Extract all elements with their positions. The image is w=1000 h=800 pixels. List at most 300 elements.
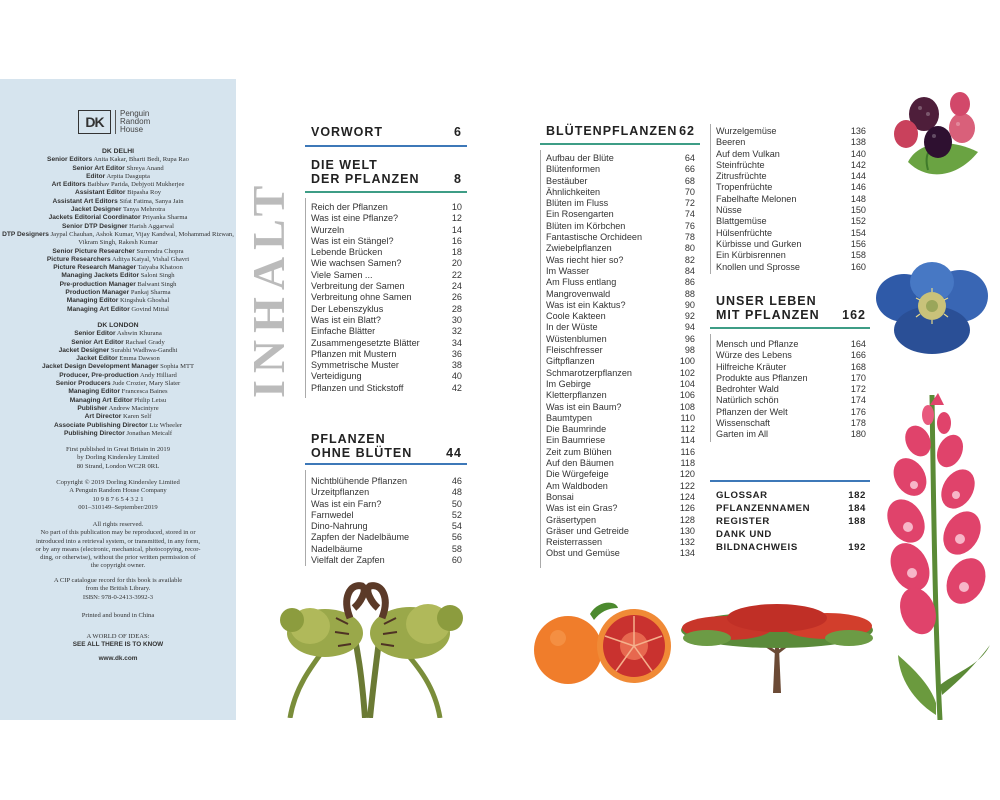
toc-entry-page: 148 [850, 193, 866, 204]
toc-entry-page: 140 [850, 148, 866, 159]
toc-entry-page: 38 [451, 360, 462, 371]
toc-entry-title: Was ist ein Gras? [546, 503, 618, 514]
toc-entry-page: 144 [850, 171, 866, 182]
imprint-line: A Penguin Random House Company [69, 487, 167, 495]
toc-entry[interactable] [546, 255, 695, 266]
toc-entry[interactable] [716, 395, 866, 406]
imprint-line: from the British Library. [85, 585, 151, 593]
toc-entry-page: 50 [451, 498, 462, 509]
toc-entry-title: Viele Samen ... [311, 269, 373, 280]
imprint-line: ISBN: 978-0-2413-3992-3 [82, 593, 154, 601]
toc-entry[interactable] [546, 515, 695, 526]
credit-line: Pre-production Manager Balwant Singh [59, 280, 177, 288]
toc-entry[interactable] [546, 334, 695, 345]
imprint-line: No part of this publication may be reproduced, stored in or [40, 529, 196, 537]
fern-fronds-image [250, 578, 480, 718]
toc-entry-title: Wurzelgemüse [716, 126, 777, 136]
toc-entry-page: 40 [451, 371, 462, 382]
toc-entry[interactable] [716, 239, 866, 250]
toc-entry[interactable] [546, 390, 695, 401]
toc-entry-title: Hülsenfrüchte [716, 227, 773, 238]
toc-entry-title: Bestäuber [546, 175, 588, 186]
toc-entry-page: 132 [679, 537, 695, 548]
toc-entry-page: 74 [684, 209, 695, 220]
toc-entry-title: Blütenformen [546, 164, 601, 175]
toc-entry-title: Einfache Blätter [311, 326, 376, 337]
toc-entry-title: Aufbau der Blüte [546, 153, 614, 163]
credits-heading: DK DELHI [101, 148, 135, 155]
imprint-line: ding, or otherwise), without the prior written permission of [40, 554, 196, 562]
toc-entry-page: 34 [451, 337, 462, 348]
toc-entry[interactable] [311, 487, 462, 498]
toc-entry-page: 82 [684, 254, 695, 265]
toc-entry[interactable] [546, 153, 695, 164]
list-bracket [710, 124, 711, 274]
toc-entry-page: 128 [679, 514, 695, 525]
toc-entry[interactable] [311, 510, 462, 521]
toc-entry[interactable] [716, 149, 866, 160]
toc-entry-page: 94 [684, 322, 695, 333]
imprint-line: introduced into a retrieval system, or transmitted, in any form, [35, 537, 201, 545]
toc-entry-title: Reich der Pflanzen [311, 202, 388, 212]
imprint-line: 80 Strand, London WC2R 0RL [76, 462, 160, 470]
credit-line: Senior Producers Jude Crozier, Mary Slater [55, 380, 181, 388]
toc-entry-title: Bonsai [546, 491, 574, 502]
toc-entry[interactable] [546, 492, 695, 503]
toc-entry[interactable] [716, 489, 866, 502]
toc-entry-title: Pflanzen der Welt [716, 406, 788, 417]
credit-line: Senior Art Editor Shreya Anand [72, 164, 164, 172]
toc-entry-title: Schmarotzerpflanzen [546, 367, 632, 378]
publisher-wordmark: Penguin Random House [120, 109, 151, 134]
toc-entry-title: Bedrohter Wald [716, 384, 779, 395]
toc-entry-page: 150 [850, 205, 866, 216]
toc-entry-title: Was ist ein Blatt? [311, 314, 381, 325]
toc-entry-title: Knollen und Sprosse [716, 261, 800, 272]
credit-line: Picture Researchers Aditya Katyal, Vishal Ghavri [46, 255, 190, 263]
credit-line: Editor Arpita Dasgupta [86, 172, 150, 180]
mulberries-image [888, 82, 988, 192]
credits-heading: DK LONDON [97, 322, 139, 329]
credit-line: DTP Designers Jaypal Chauhan, Ashok Kumar, Vijay Kandwal, Mohammad Rizwan, Vikram Singh, Rakesh Kumar [2, 230, 234, 247]
toc-entry-page: 26 [451, 292, 462, 303]
toc-entry-page: 98 [684, 345, 695, 356]
toc-entry-title: Wissenschaft [716, 418, 771, 429]
toc-entry-page: 42 [451, 382, 462, 393]
toc-entry[interactable] [716, 502, 866, 515]
toc-entry[interactable] [546, 266, 695, 277]
credit-line: Associate Publishing Director Liz Wheeler [53, 421, 183, 429]
toc-entry-title: Kürbisse und Gurken [716, 238, 802, 249]
toc-entry[interactable] [311, 247, 462, 258]
credit-line: Jacket Design Development Manager Sophia MTT [41, 363, 195, 371]
toc-entry[interactable] [716, 250, 866, 261]
credit-line: Jacket Editor Emma Dawson [76, 355, 160, 363]
toc-entry[interactable] [716, 407, 866, 418]
credit-line: Jacket Designer Tanya Mehrotra [70, 206, 166, 214]
toc-list-bluetenpflanzen [546, 153, 695, 560]
credit-line: Jackets Editorial Coordinator Priyanka Sharma [48, 214, 188, 222]
credit-line: Senior Editors Anita Kakar, Bharti Bedi, Rupa Rao [47, 156, 189, 164]
credit-line: Senior DTP Designer Harish Aggarwal [62, 222, 174, 230]
toc-entry-title: Fantastische Orchideen [546, 232, 643, 243]
toc-list-welt [311, 202, 462, 394]
toc-entry-title: Was ist ein Farn? [311, 498, 382, 509]
toc-entry-title: Blüten im Körbchen [546, 220, 626, 231]
toc-entry[interactable] [311, 521, 462, 532]
toc-entry[interactable] [546, 289, 695, 300]
toc-entry-page: 100 [679, 356, 695, 367]
toc-entry[interactable] [546, 356, 695, 367]
toc-entry-title: GLOSSAR [716, 490, 768, 501]
imprint-line: First published in Great Britain in 2019 [65, 446, 171, 453]
toc-entry-title: BILDNACHWEIS [716, 542, 798, 553]
toc-entry-title: DANK UND [716, 529, 772, 540]
toc-entry-page: 88 [684, 288, 695, 299]
toc-entry-page: 110 [680, 412, 695, 423]
credit-line: Senior Art Editor Rachael Grady [71, 338, 165, 346]
toc-entry-title: Pflanzen und Stickstoff [311, 382, 404, 393]
toc-entry-page: 18 [451, 247, 462, 258]
imprint-line: 10 9 8 7 6 5 4 3 2 1 [92, 495, 144, 503]
toc-entry[interactable] [716, 418, 866, 429]
toc-entry[interactable] [716, 137, 866, 148]
imprint-line: the copyright owner. [90, 562, 146, 570]
toc-entry-title: Garten im All [716, 429, 769, 440]
rights-notice [0, 521, 236, 571]
toc-entry-page: 20 [451, 258, 462, 269]
section-rule [305, 463, 467, 465]
toc-entry[interactable] [546, 368, 695, 379]
toc-entry-title: Mangrovenwald [546, 288, 611, 299]
toc-list-ohne-blueten [311, 476, 462, 566]
toc-entry-title: Steinfrüchte [716, 159, 765, 170]
toc-entry[interactable] [311, 281, 462, 292]
toc-entry-page: 158 [850, 250, 866, 261]
toc-entry[interactable] [716, 216, 866, 227]
toc-entry-page: 178 [850, 418, 866, 429]
toc-entry[interactable] [716, 541, 866, 554]
toc-entry-page: 14 [451, 224, 462, 235]
toc-entry-page: 126 [679, 503, 695, 514]
toc-entry-title: Blattgemüse [716, 216, 767, 227]
credit-line: Picture Research Manager Taiyaba Khatoon [53, 264, 183, 272]
toc-entry-page: 12 [451, 213, 462, 224]
blue-poppy-image [874, 260, 990, 360]
toc-entry-title: Am Waldboden [546, 480, 608, 491]
toc-entry[interactable] [546, 221, 695, 232]
toc-entry[interactable] [546, 548, 695, 559]
toc-entry-title: Verbreitung der Samen [311, 281, 405, 292]
toc-entry[interactable] [716, 262, 866, 273]
toc-entry[interactable] [546, 345, 695, 356]
toc-entry-title: Zitrusfrüchte [716, 171, 767, 182]
credit-line: Managing Art Editor Govind Mittal [67, 305, 169, 313]
toc-entry[interactable] [716, 126, 866, 137]
toc-entry-page: 46 [451, 476, 462, 486]
toc-entry[interactable] [546, 402, 695, 413]
toc-entry-title: Verbreitung ohne Samen [311, 292, 412, 303]
toc-entry-page: 104 [679, 378, 695, 389]
toc-entry[interactable] [546, 311, 695, 322]
toc-entry-title: Dino-Nahrung [311, 521, 368, 532]
section-rule [710, 327, 870, 329]
toc-list-obst [716, 126, 866, 273]
toc-entry-page: 130 [679, 525, 695, 536]
toc-entry-page: 124 [679, 491, 695, 502]
imprint-line: All rights reserved. [92, 521, 144, 528]
toc-heading-ohne-blueten[interactable]: PFLANZEN OHNE BLÜTEN 44 [311, 432, 462, 460]
toc-entry[interactable] [546, 209, 695, 220]
toc-entry[interactable] [546, 243, 695, 254]
toc-entry[interactable] [311, 349, 462, 360]
toc-entry-title: Nadelbäume [311, 543, 363, 554]
toc-entry[interactable] [311, 292, 462, 303]
toc-entry[interactable] [546, 277, 695, 288]
toc-entry[interactable] [716, 182, 866, 193]
toc-entry-page: 30 [451, 314, 462, 325]
toc-entry-page: 182 [848, 490, 866, 501]
toc-entry-page: 152 [850, 216, 866, 227]
credits-delhi [0, 148, 236, 314]
printed-in: Printed and bound in China [81, 612, 155, 619]
toc-entry-page: 160 [850, 261, 866, 272]
toc-entry-page: 84 [684, 265, 695, 276]
page-title: INHALT [243, 178, 294, 398]
toc-entry-page: 72 [684, 198, 695, 209]
credit-line: Producer, Pre-production Andy Hilliard [59, 371, 177, 379]
toc-entry-page: 64 [684, 153, 695, 163]
toc-entry[interactable] [311, 360, 462, 371]
toc-entry[interactable] [716, 194, 866, 205]
toc-entry[interactable] [311, 532, 462, 543]
toc-entry-page: 170 [850, 372, 866, 383]
toc-entry-title: Wurzeln [311, 224, 345, 235]
toc-entry[interactable] [546, 413, 695, 424]
toc-entry-title: Mensch und Pflanze [716, 339, 799, 349]
toc-entry[interactable] [546, 187, 695, 198]
credit-line: Production Manager Pankaj Sharma [65, 289, 171, 297]
toc-entry[interactable] [716, 384, 866, 395]
toc-entry-title: Gräser und Getreide [546, 525, 629, 536]
toc-entry-title: Urzeitpflanzen [311, 487, 370, 498]
toc-entry-title: Im Gebirge [546, 378, 591, 389]
toc-entry[interactable] [546, 447, 695, 458]
toc-entry-title: Ein Kürbisrennen [716, 250, 786, 261]
toc-entry-page: 180 [850, 429, 866, 440]
toc-entry[interactable] [716, 373, 866, 384]
toc-entry[interactable] [716, 171, 866, 182]
toc-entry[interactable] [546, 458, 695, 469]
toc-entry-page: 164 [850, 339, 866, 349]
toc-list-leben [716, 339, 866, 441]
toc-entry[interactable] [311, 326, 462, 337]
toc-entry-title: Die Baumrinde [546, 424, 607, 435]
toc-entry-page: 156 [850, 238, 866, 249]
imprint-line: or by any means (electronic, mechanical, photocopying, recor- [35, 545, 201, 553]
toc-entry-page: 184 [848, 503, 866, 514]
toc-entry-page: 120 [679, 469, 695, 480]
website-link[interactable]: www.dk.com [98, 655, 138, 662]
toc-entry-title: Die Würgefeige [546, 469, 609, 480]
toc-entry-page: 60 [451, 555, 462, 566]
toc-entry-title: Fabelhafte Melonen [716, 193, 797, 204]
toc-entry[interactable] [716, 205, 866, 216]
toc-entry-title: Kletterpflanzen [546, 390, 607, 401]
imprint-line: 001–310149–September/2019 [78, 503, 158, 511]
toc-entry[interactable] [311, 371, 462, 382]
toc-entry-page: 154 [850, 227, 866, 238]
toc-entry-title: PFLANZENNAMEN [716, 503, 811, 514]
toc-entry[interactable] [311, 544, 462, 555]
toc-entry[interactable] [311, 202, 462, 213]
toc-entry-page: 28 [451, 303, 462, 314]
toc-entry[interactable] [716, 339, 866, 350]
toc-entry[interactable] [716, 429, 866, 440]
toc-entry-page: 166 [850, 350, 866, 361]
toc-entry[interactable] [311, 236, 462, 247]
toc-entry-title: Farnwedel [311, 509, 354, 520]
toc-entry-title: Was ist ein Baum? [546, 401, 622, 412]
toc-entry-page: 138 [850, 137, 866, 148]
toc-entry-page: 146 [850, 182, 866, 193]
toc-entry-page: 134 [679, 548, 695, 559]
toc-entry-title: Nüsse [716, 205, 742, 216]
toc-entry-title: Ein Rosengarten [546, 209, 614, 220]
toc-entry-title: Produkte aus Pflanzen [716, 372, 808, 383]
toc-entry-page [860, 528, 866, 541]
toc-entry-title: Pflanzen mit Mustern [311, 348, 397, 359]
toc-entry-title: Am Fluss entlang [546, 277, 617, 288]
toc-entry-page: 172 [850, 384, 866, 395]
toc-entry[interactable] [311, 555, 462, 566]
toc-entry[interactable] [311, 338, 462, 349]
toc-entry-page: 78 [684, 232, 695, 243]
foxglove-image [870, 385, 1000, 720]
toc-entry-title: Baumtypen [546, 412, 593, 423]
toc-entry-page: 92 [684, 311, 695, 322]
toc-entry[interactable] [716, 515, 866, 528]
toc-entry[interactable] [716, 228, 866, 239]
copyright-notice [0, 479, 236, 512]
toc-entry-title: Tropenfrüchte [716, 182, 773, 193]
toc-entry[interactable] [311, 499, 462, 510]
toc-entry[interactable] [546, 322, 695, 333]
credit-line: Managing Jackets Editor Saloni Singh [61, 272, 175, 280]
toc-entry-title: Zeit zum Blühen [546, 446, 612, 457]
toc-entry-title: Im Wasser [546, 265, 590, 276]
toc-entry-page: 56 [451, 532, 462, 543]
credit-line: Art Editors Baibhav Parida, Debjyoti Mukherjee [51, 181, 185, 189]
toc-entry-page: 122 [679, 480, 695, 491]
toc-entry-title: Reisterrassen [546, 537, 603, 548]
credit-line: Managing Editor Francesca Baines [68, 388, 168, 396]
toc-entry[interactable] [311, 258, 462, 269]
section-rule [305, 191, 467, 193]
toc-heading-welt[interactable]: DIE WELT DER PFLANZEN 8 [311, 158, 462, 186]
imprint-line: by Dorling Kindersley Limited [77, 454, 159, 462]
imprint-line: A CIP catalogue record for this book is available [53, 577, 183, 584]
toc-entry-page: 114 [680, 435, 695, 446]
toc-entry-page: 66 [684, 164, 695, 175]
toc-heading-leben[interactable]: UNSER LEBEN MIT PFLANZEN 162 [716, 294, 866, 322]
toc-entry-title: Beeren [716, 137, 746, 148]
toc-entry-page: 80 [684, 243, 695, 254]
credit-line: Publisher Andrew Macintyre [77, 404, 159, 412]
toc-entry[interactable] [546, 198, 695, 209]
toc-entry[interactable] [716, 362, 866, 373]
credit-line: Jacket Designer Surabhi Wadhwa-Gandhi [58, 346, 178, 354]
toc-entry[interactable] [546, 424, 695, 435]
toc-entry[interactable] [716, 160, 866, 171]
toc-entry[interactable] [546, 537, 695, 548]
toc-entry-title: Coole Kakteen [546, 311, 606, 322]
toc-entry[interactable] [546, 526, 695, 537]
toc-entry[interactable] [546, 232, 695, 243]
toc-entry[interactable] [311, 213, 462, 224]
toc-entry-page: 112 [680, 424, 695, 435]
slogan: A WORLD OF IDEAS: SEE ALL THERE IS TO KNOW [72, 633, 164, 649]
toc-entry[interactable] [716, 528, 866, 541]
toc-entry-title: Fleischfresser [546, 345, 603, 356]
credit-line: Managing Art Editor Philip Letsu [69, 396, 167, 404]
list-bracket [305, 198, 306, 398]
toc-entry-title: Zusammengesetzte Blätter [311, 337, 420, 348]
toc-entry[interactable] [546, 503, 695, 514]
toc-entry[interactable] [546, 300, 695, 311]
toc-entry-page: 136 [850, 126, 866, 136]
toc-entry[interactable] [546, 481, 695, 492]
toc-entry-title: Zwiebelpflanzen [546, 243, 612, 254]
toc-entry-title: Vielfalt der Zapfen [311, 555, 385, 566]
toc-entry[interactable] [311, 476, 462, 487]
toc-entry-title: Wüstenblumen [546, 333, 607, 344]
toc-entry-page: 48 [451, 487, 462, 498]
toc-entry[interactable] [546, 176, 695, 187]
toc-entry-page: 22 [451, 269, 462, 280]
toc-entry-page: 192 [848, 542, 866, 553]
toc-entry-page: 36 [451, 348, 462, 359]
toc-entry-title: Auf den Bäumen [546, 458, 614, 469]
toc-entry[interactable] [311, 304, 462, 315]
first-published [0, 446, 236, 471]
toc-entry[interactable] [311, 270, 462, 281]
list-bracket [305, 470, 306, 566]
toc-entry-title: Lebende Brücken [311, 247, 383, 258]
toc-back-matter [716, 489, 866, 554]
toc-entry[interactable] [546, 435, 695, 446]
toc-entry[interactable] [546, 164, 695, 175]
section-rule [305, 145, 467, 147]
section-rule [710, 480, 870, 482]
credits-london [0, 322, 236, 438]
toc-entry[interactable] [311, 225, 462, 236]
website [0, 655, 236, 663]
toc-entry-page: 54 [451, 521, 462, 532]
toc-entry[interactable] [546, 469, 695, 480]
toc-entry-title: Natürlich schön [716, 395, 779, 406]
toc-entry-page: 76 [684, 220, 695, 231]
toc-entry-page: 96 [684, 333, 695, 344]
toc-entry[interactable] [716, 350, 866, 361]
toc-entry[interactable] [311, 383, 462, 394]
blood-orange-image [528, 598, 678, 693]
toc-entry-title: Der Lebenszyklus [311, 303, 384, 314]
toc-entry[interactable] [546, 379, 695, 390]
toc-entry-page: 168 [850, 361, 866, 372]
toc-entry[interactable] [311, 315, 462, 326]
toc-entry-title: In der Wüste [546, 322, 598, 333]
